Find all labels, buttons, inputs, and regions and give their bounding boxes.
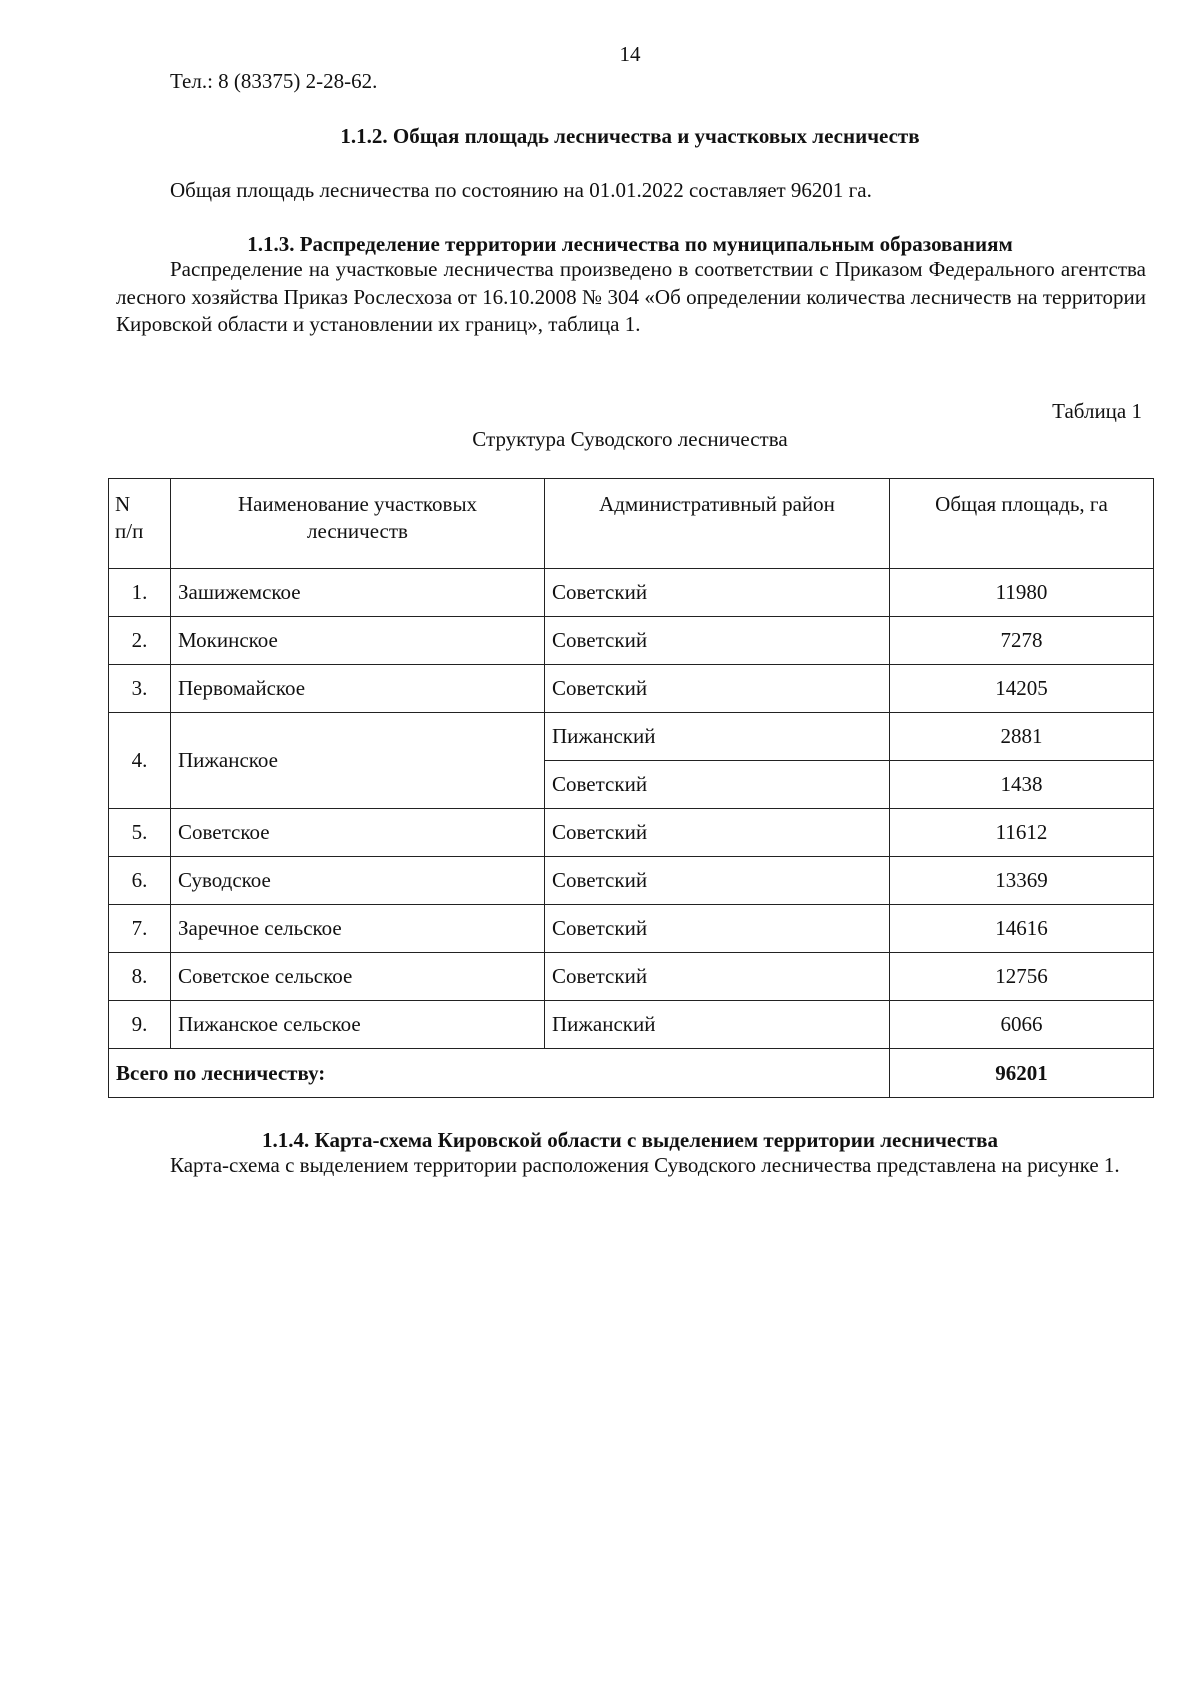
header-area: Общая площадь, га <box>890 479 1154 569</box>
row-district: Советский <box>545 761 890 809</box>
table-label: Таблица 1 <box>1052 399 1142 423</box>
row-district: Советский <box>545 617 890 665</box>
row-district: Советский <box>545 953 890 1001</box>
section-113-heading: 1.1.3. Распределение территории лесничества по муниципальным образованиям <box>247 232 1013 256</box>
table-row <box>109 617 1154 665</box>
row-name: Пижанское <box>171 713 545 809</box>
header-district: Административный район <box>545 479 890 569</box>
row-area: 14205 <box>890 665 1154 713</box>
row-area: 13369 <box>890 857 1154 905</box>
row-number: 8. <box>109 953 171 1001</box>
row-number: 3. <box>109 665 171 713</box>
table-row <box>109 953 1154 1001</box>
row-area: 11980 <box>890 569 1154 617</box>
table-row <box>109 809 1154 857</box>
table-row <box>109 569 1154 617</box>
row-number: 7. <box>109 905 171 953</box>
row-area: 1438 <box>890 761 1154 809</box>
row-area: 12756 <box>890 953 1154 1001</box>
row-area: 2881 <box>890 713 1154 761</box>
row-name: Первомайское <box>171 665 545 713</box>
row-area: 11612 <box>890 809 1154 857</box>
row-name: Советское сельское <box>171 953 545 1001</box>
row-number: 6. <box>109 857 171 905</box>
section-114-text: Карта-схема с выделением территории расположения Суводского лесничества представлена на рисунке 1. <box>170 1153 1120 1177</box>
row-district: Советский <box>545 569 890 617</box>
section-114-heading: 1.1.4. Карта-схема Кировской области с выделением территории лесничества <box>262 1128 998 1152</box>
row-name: Зашижемское <box>171 569 545 617</box>
row-district: Пижанский <box>545 1001 890 1049</box>
table-row <box>109 857 1154 905</box>
table-row <box>109 1001 1154 1049</box>
phone-line: Тел.: 8 (83375) 2-28-62. <box>170 69 378 93</box>
table-total-row <box>109 1049 1154 1098</box>
row-district: Советский <box>545 665 890 713</box>
row-name: Суводское <box>171 857 545 905</box>
row-name: Пижанское сельское <box>171 1001 545 1049</box>
forestry-structure-table <box>108 478 1154 1098</box>
section-112-text: Общая площадь лесничества по состоянию на 01.01.2022 составляет 96201 га. <box>170 178 872 202</box>
row-number: 5. <box>109 809 171 857</box>
row-number: 1. <box>109 569 171 617</box>
row-number: 2. <box>109 617 171 665</box>
row-name: Советское <box>171 809 545 857</box>
total-label: Всего по лесничеству: <box>109 1049 890 1098</box>
row-district: Пижанский <box>545 713 890 761</box>
table-row <box>109 905 1154 953</box>
row-district: Советский <box>545 809 890 857</box>
row-number: 9. <box>109 1001 171 1049</box>
row-area: 6066 <box>890 1001 1154 1049</box>
row-district: Советский <box>545 905 890 953</box>
row-number: 4. <box>109 713 171 809</box>
row-name: Мокинское <box>171 617 545 665</box>
header-name-text: Наименование участковых лесничеств <box>237 492 478 543</box>
total-value: 96201 <box>890 1049 1154 1098</box>
page-number: 14 <box>619 42 641 66</box>
table-row <box>109 713 1154 761</box>
row-name: Заречное сельское <box>171 905 545 953</box>
table-header-row <box>109 479 1154 569</box>
row-area: 7278 <box>890 617 1154 665</box>
table-row <box>109 665 1154 713</box>
row-district: Советский <box>545 857 890 905</box>
header-name <box>171 479 545 569</box>
table-caption: Структура Суводского лесничества <box>472 427 788 451</box>
header-n <box>109 479 171 569</box>
section-112-heading: 1.1.2. Общая площадь лесничества и участковых лесничеств <box>340 124 920 148</box>
header-n-line1: N <box>115 492 131 516</box>
row-area: 14616 <box>890 905 1154 953</box>
header-n-line2: п/п <box>115 519 144 543</box>
section-113-text: Распределение на участковые лесничества произведено в соответствии с Приказом Федерального агентства лесного хозяйства Приказ Рослесхоза от 16.10.2008 № 304 «Об определении количества лесничеств на территории Кировской области и установлении их границ», таблица 1. <box>116 257 1146 336</box>
